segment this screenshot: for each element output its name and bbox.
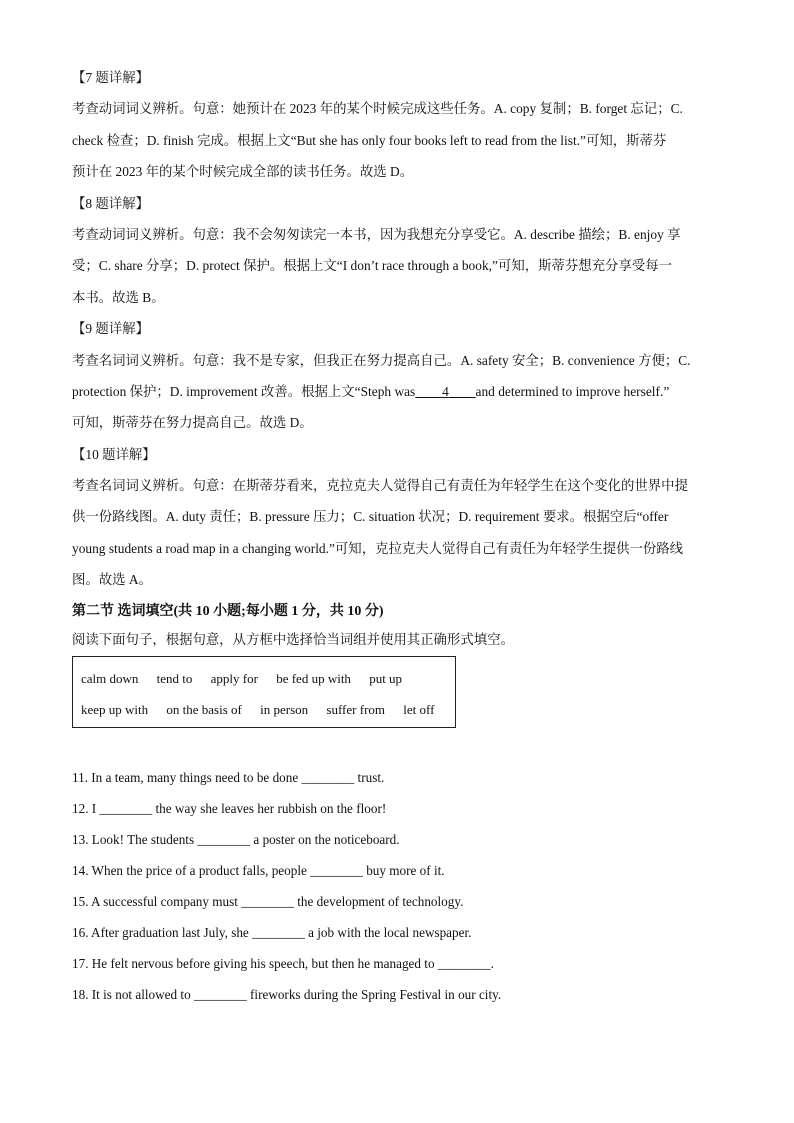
question-item: 18. It is not allowed to ________ fireworks during the Spring Festival in our city.	[72, 987, 502, 1003]
explanation-line: 预计在 2023 年的某个时候完成全部的读书任务。故选 D。	[72, 164, 414, 180]
explanation-line: 图。故选 A。	[72, 572, 152, 588]
section-instruction: 阅读下面句子，根据句意，从方框中选择恰当词组并使用其正确形式填空。	[72, 631, 514, 647]
explanation-line: 本书。故选 B。	[72, 289, 165, 305]
word-option: be fed up with	[276, 670, 351, 686]
word-option: let off	[403, 701, 435, 717]
word-box-row	[81, 663, 447, 694]
question-item: 12. I ________ the way she leaves her rubbish on the floor!	[72, 800, 387, 816]
question-item: 17. He felt nervous before giving his speech, but then he managed to ________.	[72, 956, 494, 972]
section-title: 第二节 选词填空(共 10 小题;每小题 1 分，共 10 分)	[72, 603, 384, 619]
question-list	[72, 762, 722, 1011]
question-item: 13. Look! The students ________ a poster on the noticeboard.	[72, 831, 400, 847]
explanation-line: 供一份路线图。A. duty 责任；B. pressure 压力；C. situation 状况；D. requirement 要求。根据空后“offer	[72, 509, 669, 525]
explanation-title-q9: 【9 题详解】	[72, 321, 149, 337]
blank-with-number	[415, 384, 475, 399]
word-option: suffer from	[326, 701, 386, 717]
explanation-text: and determined to improve herself.”	[475, 383, 670, 399]
blank-number: 4	[442, 383, 449, 399]
explanation-line: 考查动词词义辨析。句意：我不会匆匆读完一本书，因为我想充分享受它。A. describe 描绘；B. enjoy 享	[72, 226, 681, 242]
word-box-row	[81, 694, 447, 725]
word-option: tend to	[156, 670, 193, 686]
word-option: keep up with	[81, 701, 149, 717]
explanation-title-q10: 【10 题详解】	[72, 446, 156, 462]
word-option: on the basis of	[166, 701, 242, 717]
document-content	[72, 62, 722, 1010]
explanation-line-with-blank	[72, 376, 722, 407]
question-item: 15. A successful company must ________ the development of technology.	[72, 894, 464, 910]
word-option: put up	[369, 670, 403, 686]
word-option: apply for	[210, 670, 258, 686]
explanation-line: 受；C. share 分享；D. protect 保护。根据上文“I don’t race through a book,”可知，斯蒂芬想充分享受每一	[72, 258, 673, 274]
question-item: 14. When the price of a product falls, people ________ buy more of it.	[72, 862, 445, 878]
word-option: calm down	[81, 670, 139, 686]
explanation-line: 可知，斯蒂芬在努力提高自己。故选 D。	[72, 415, 313, 431]
explanation-title-q8: 【8 题详解】	[72, 195, 149, 211]
explanation-line: 考查名词词义辨析。句意：我不是专家，但我正在努力提高自己。A. safety 安全；B. convenience 方便；C.	[72, 352, 691, 368]
explanation-line: young students a road map in a changing world.”可知，克拉克夫人觉得自己有责任为年轻学生提供一份路线	[72, 540, 684, 556]
explanation-title-q7: 【7 题详解】	[72, 70, 149, 85]
explanation-text: protection 保护；D. improvement 改善。根据上文“Steph was	[72, 383, 416, 399]
question-item: 16. After graduation last July, she ________ a job with the local newspaper.	[72, 925, 472, 941]
explanation-line: check 检查；D. finish 完成。根据上文“But she has only four books left to read from the list.”可知，斯蒂芬	[72, 132, 667, 148]
question-item: 11. In a team, many things need to be done ________ trust.	[72, 769, 385, 785]
word-option: in person	[260, 701, 309, 717]
explanation-line: 考查名词词义辨析。句意：在斯蒂芬看来，克拉克夫人觉得自己有责任为年轻学生在这个变化的世界中提	[72, 478, 688, 494]
explanation-line: 考查动词词义辨析。句意：她预计在 2023 年的某个时候完成这些任务。A. copy 复制；B. forget 忘记；C.	[72, 101, 683, 117]
word-box	[72, 656, 456, 728]
